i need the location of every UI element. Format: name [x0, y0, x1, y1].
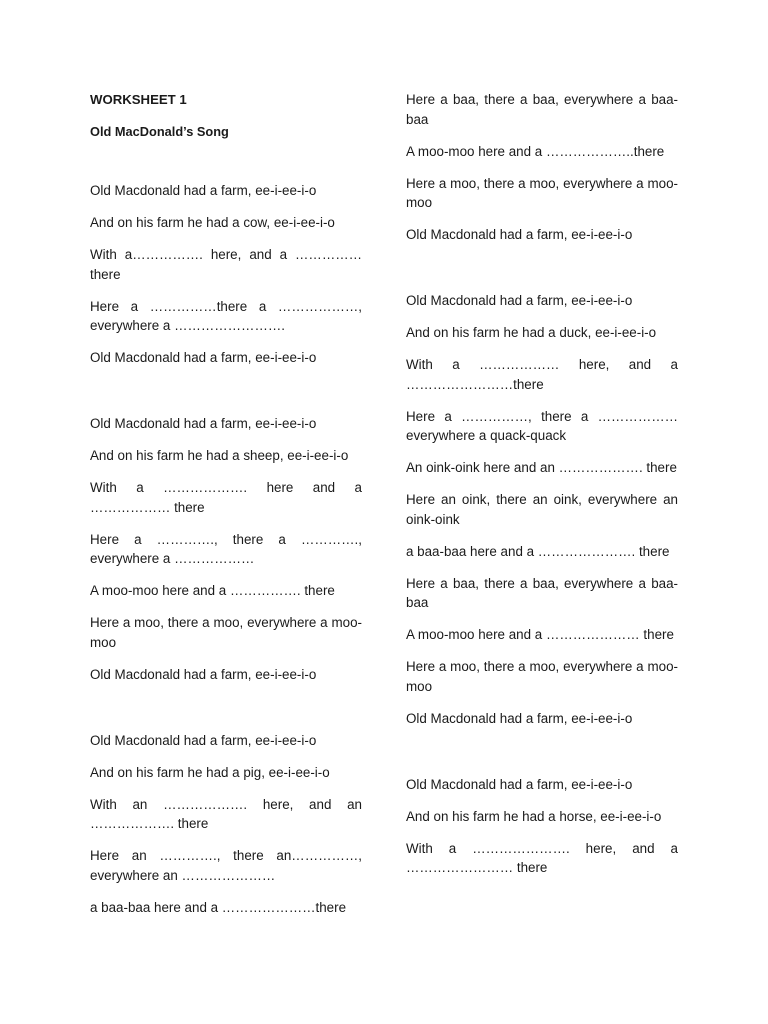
- lyric-line: With a ……………… here, and a ……………………there: [406, 357, 678, 392]
- lyric-line: Here a baa, there a baa, everywhere a baa-baa: [406, 92, 678, 127]
- lyric-line: A moo-moo here and a ……………. there: [90, 583, 335, 598]
- right-lyrics: [406, 90, 678, 878]
- lyric-line: Old Macdonald had a farm, ee-i-ee-i-o: [406, 293, 633, 308]
- right-column: [406, 90, 678, 890]
- lyric-line: Here an oink, there an oink, everywhere an oink-oink: [406, 492, 678, 527]
- lyric-line: A moo-moo here and a ………………..there: [406, 143, 665, 159]
- worksheet-title: WORKSHEET 1: [90, 92, 187, 107]
- verse-gap: [406, 741, 678, 775]
- lyric-line: An oink-oink here and an ………………. there: [406, 460, 677, 475]
- lyric-line: And on his farm he had a duck, ee-i-ee-i-o: [406, 325, 657, 340]
- lyric-line: Old Macdonald had a farm, ee-i-ee-i-o: [90, 416, 317, 431]
- lyric-line: a baa-baa here and a …………………there: [90, 899, 347, 915]
- lyric-line: Here a ……………, there a ……………… everywhere a quack-quack: [406, 408, 678, 443]
- lyric-line: Old Macdonald had a farm, ee-i-ee-i-o: [406, 776, 633, 792]
- verse-gap: [90, 697, 362, 731]
- lyric-line: With a ………………. here and a ……………… there: [90, 480, 362, 515]
- lyric-line: With an ………………. here, and an ………………. there: [90, 796, 362, 831]
- left-column: [90, 90, 362, 930]
- lyric-line: Old Macdonald had a farm, ee-i-ee-i-o: [90, 732, 317, 748]
- lyric-line: With a……………. here, and a ……………there: [90, 247, 362, 282]
- lyric-line: And on his farm he had a pig, ee-i-ee-i-o: [90, 764, 330, 780]
- lyric-line: Here a moo, there a moo, everywhere a moo-moo: [406, 175, 678, 210]
- lyric-line: And on his farm he had a horse, ee-i-ee-i-o: [406, 808, 662, 824]
- lyric-line: Old Macdonald had a farm, ee-i-ee-i-o: [90, 350, 317, 365]
- lyric-line: Here a moo, there a moo, everywhere a moo-moo: [406, 659, 678, 694]
- lyric-line: Old Macdonald had a farm, ee-i-ee-i-o: [90, 666, 317, 682]
- lyric-line: Old Macdonald had a farm, ee-i-ee-i-o: [406, 710, 633, 726]
- lyric-line: Here a moo, there a moo, everywhere a moo-moo: [90, 615, 362, 650]
- lyric-line: Here an …………., there an……………, everywhere an …………………: [90, 848, 362, 883]
- lyric-line: a baa-baa here and a …………………. there: [406, 543, 670, 559]
- lyric-line: Here a baa, there a baa, everywhere a baa-baa: [406, 575, 678, 610]
- verse-gap: [90, 380, 362, 414]
- lyric-line: Here a ……………there a ………………, everywhere a …………………….: [90, 298, 362, 333]
- song-title: Old MacDonald’s Song: [90, 123, 229, 139]
- lyric-line: With a …………………. here, and a …………………… there: [406, 840, 678, 875]
- lyric-line: Old Macdonald had a farm, ee-i-ee-i-o: [90, 183, 317, 198]
- lyric-line: And on his farm he had a sheep, ee-i-ee-i-o: [90, 448, 349, 463]
- left-lyrics: [90, 181, 362, 917]
- lyric-line: Old Macdonald had a farm, ee-i-ee-i-o: [406, 227, 633, 242]
- lyric-line: Here a …………., there a …………., everywhere a ………………: [90, 531, 362, 566]
- verse-gap: [406, 257, 678, 291]
- lyric-line: And on his farm he had a cow, ee-i-ee-i-o: [90, 215, 335, 230]
- lyric-line: A moo-moo here and a ………………… there: [406, 627, 674, 642]
